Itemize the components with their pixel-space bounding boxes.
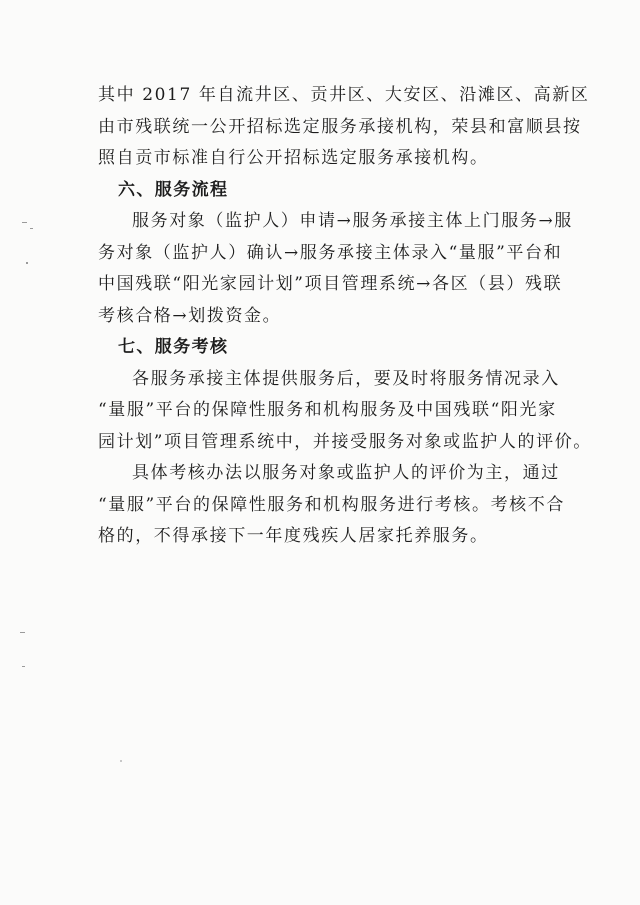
text-line: “量服”平台的保障性服务和机构服务及中国残联“阳光家 [98, 400, 557, 420]
section-heading-service-process: 六、服务流程 [118, 179, 229, 200]
scan-artifact [30, 228, 33, 229]
paragraph-service-process [98, 206, 573, 332]
scan-artifact [22, 666, 25, 667]
document-body [98, 80, 592, 553]
scan-artifact [26, 262, 28, 264]
text-line: 园计划”项目管理系统中，并接受服务对象或监护人的评价。 [98, 431, 592, 452]
text-line: 具体考核办法以服务对象或监护人的评价为主，通过 [132, 463, 560, 483]
text-line: 各服务承接主体提供服务后，要及时将服务情况录入 [132, 368, 560, 389]
scan-artifact [22, 222, 27, 223]
paragraph-intro [98, 80, 590, 175]
section-heading-service-assessment: 七、服务考核 [118, 337, 229, 357]
text-line: 考核合格→划拨资金。 [98, 305, 282, 326]
text-line: 服务对象（监护人）申请→服务承接主体上门服务→服 [132, 211, 573, 231]
paragraph-assessment-b [98, 458, 565, 553]
text-line: 由市残联统一公开招标选定服务承接机构，荣县和富顺县按 [98, 116, 582, 137]
text-line: 其中 2017 年自流井区、贡井区、大安区、沿滩区、高新区 [98, 85, 590, 105]
text-line: 照自贡市标准自行公开招标选定服务承接机构。 [98, 148, 489, 168]
scan-artifact [20, 632, 25, 633]
text-line: 格的，不得承接下一年度残疾人居家托养服务。 [98, 526, 489, 546]
scan-artifact [120, 760, 122, 762]
text-line: “量服”平台的保障性服务和机构服务进行考核。考核不合 [98, 494, 565, 515]
text-line: 中国残联“阳光家园计划”项目管理系统→各区（县）残联 [98, 274, 563, 294]
text-line: 务对象（监护人）确认→服务承接主体录入“量服”平台和 [98, 242, 563, 263]
paragraph-assessment-a [98, 364, 592, 459]
